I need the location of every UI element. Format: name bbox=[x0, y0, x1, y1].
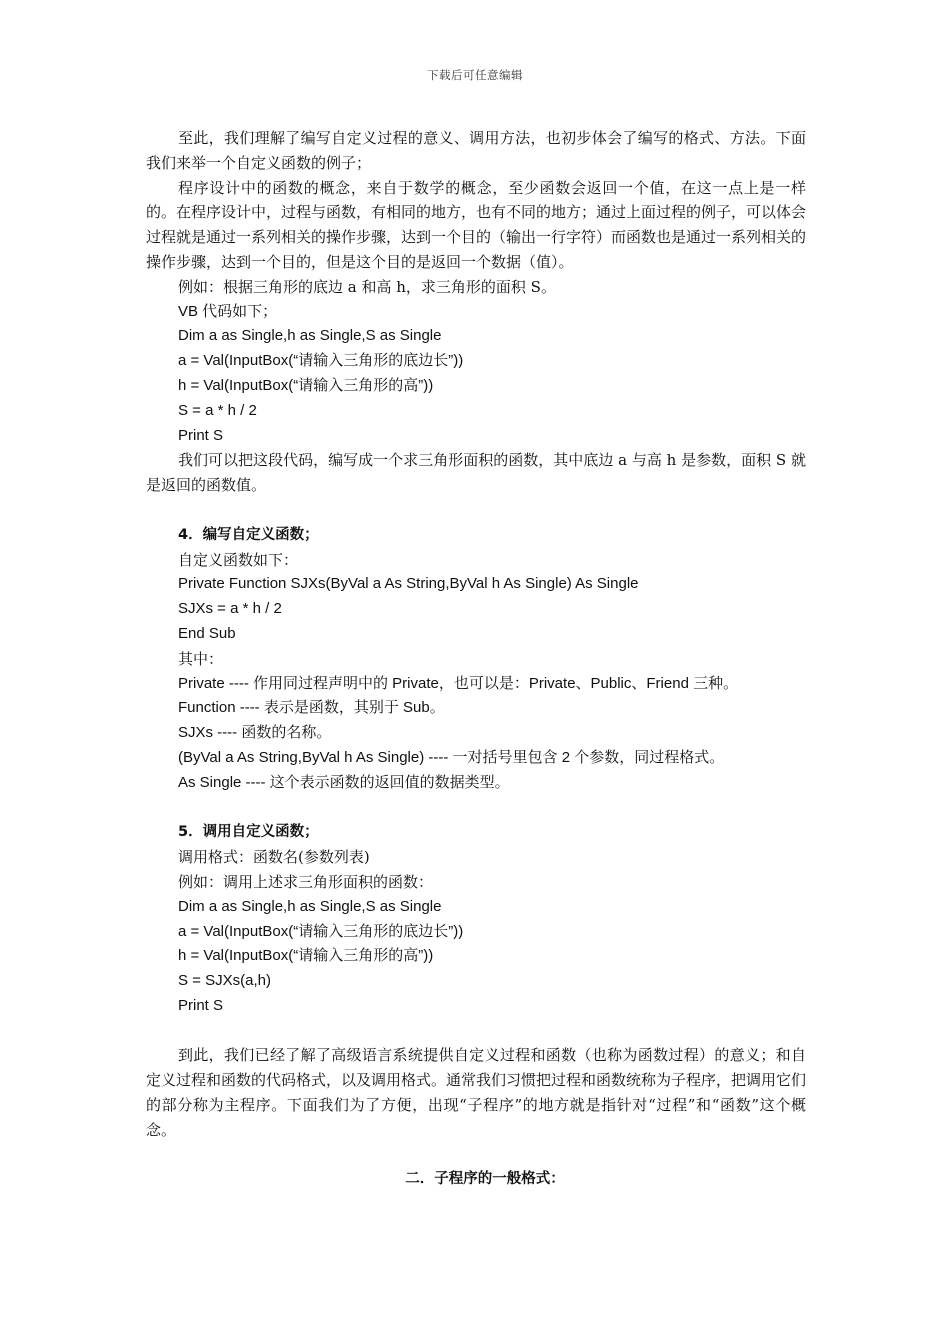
code-line: SJXs = a * h / 2 bbox=[178, 600, 282, 618]
note-line: As Single ---- 这个表示函数的返回值的数据类型。 bbox=[178, 773, 510, 791]
spacer bbox=[146, 1019, 806, 1044]
code-line: a = Val(InputBox(“请输入三角形的底边长”)) bbox=[178, 922, 464, 940]
where-label: 其中： bbox=[178, 649, 224, 668]
intro-paragraph-2: 程序设计中的函数的概念，来自于数学的概念，至少函数会返回一个值，在这一点上是一样的。在程序设计中，过程与函数，有相同的地方，也有不同的地方；通过上面过程的例子，可以体会过程就是通过一系列相关的操作步骤，达到一个目的（输出一行字符）而函数也是通过一系列相关的操作步骤，达到一个目的，但是这个目的是返回一个数据（值）。 bbox=[146, 178, 807, 271]
section-5-heading: 5．调用自定义函数； bbox=[178, 824, 319, 841]
code-line: S = a * h / 2 bbox=[178, 401, 257, 419]
code-line: Print S bbox=[178, 996, 224, 1014]
code-line: Dim a as Single,h as Single,S as Single bbox=[178, 327, 442, 345]
code-line: a = Val(InputBox(“请输入三角形的底边长”)) bbox=[178, 352, 464, 370]
code-line: End Sub bbox=[178, 624, 236, 642]
code-line: Print S bbox=[178, 426, 224, 444]
code-line: S = SJXs(a,h) bbox=[178, 972, 271, 990]
vb-label: VB 代码如下； bbox=[178, 302, 278, 320]
section-4-label: 自定义函数如下： bbox=[178, 550, 299, 569]
example-line: 例如：调用上述求三角形面积的函数： bbox=[178, 872, 434, 891]
document-body bbox=[146, 126, 806, 1192]
note-line: SJXs ---- 函数的名称。 bbox=[178, 724, 332, 742]
section-2-heading: 二．子程序的一般格式： bbox=[405, 1171, 565, 1188]
code-line: h = Val(InputBox(“请输入三角形的高”)) bbox=[178, 376, 434, 394]
code-line: h = Val(InputBox(“请输入三角形的高”)) bbox=[178, 947, 434, 965]
intro-paragraph-3: 我们可以把这段代码，编写成一个求三角形面积的函数，其中底边 a 与高 h 是参数，面积 S 就是返回的函数值。 bbox=[146, 451, 806, 495]
code-line: Dim a as Single,h as Single,S as Single bbox=[178, 897, 442, 915]
spacer bbox=[146, 1143, 806, 1168]
intro-paragraph-1: 至此，我们理解了编写自定义过程的意义、调用方法，也初步体会了编写的格式、方法。下面我们来举一个自定义函数的例子； bbox=[146, 129, 806, 172]
note-line: (ByVal a As String,ByVal h As Single) ---- 一对括号里包含 2 个参数，同过程格式。 bbox=[178, 748, 725, 766]
example-line: 例如：根据三角形的底边 a 和高 h，求三角形的面积 S。 bbox=[178, 277, 556, 296]
spacer bbox=[146, 796, 806, 821]
note-line: Private ---- 作用同过程声明中的 Private，也可以是：Private、Public、Friend 三种。 bbox=[178, 674, 739, 692]
code-line: Private Function SJXs(ByVal a As String,ByVal h As Single) As Single bbox=[178, 575, 639, 593]
page-header: 下载后可任意编辑 bbox=[427, 68, 523, 82]
section-4-heading: 4．编写自定义函数； bbox=[178, 526, 319, 543]
note-line: Function ---- 表示是函数，其别于 Sub。 bbox=[178, 699, 445, 717]
conclusion-paragraph: 到此，我们已经了解了高级语言系统提供自定义过程和函数（也称为函数过程）的意义；和自定义过程和函数的代码格式，以及调用格式。通常我们习惯把过程和函数统称为子程序，把调用它们的部分称为主程序。下面我们为了方便，出现“子程序”的地方就是指针对“过程”和“函数”这个概念。 bbox=[146, 1046, 807, 1139]
format-line: 调用格式：函数名(参数列表) bbox=[178, 848, 370, 867]
spacer bbox=[146, 498, 806, 523]
